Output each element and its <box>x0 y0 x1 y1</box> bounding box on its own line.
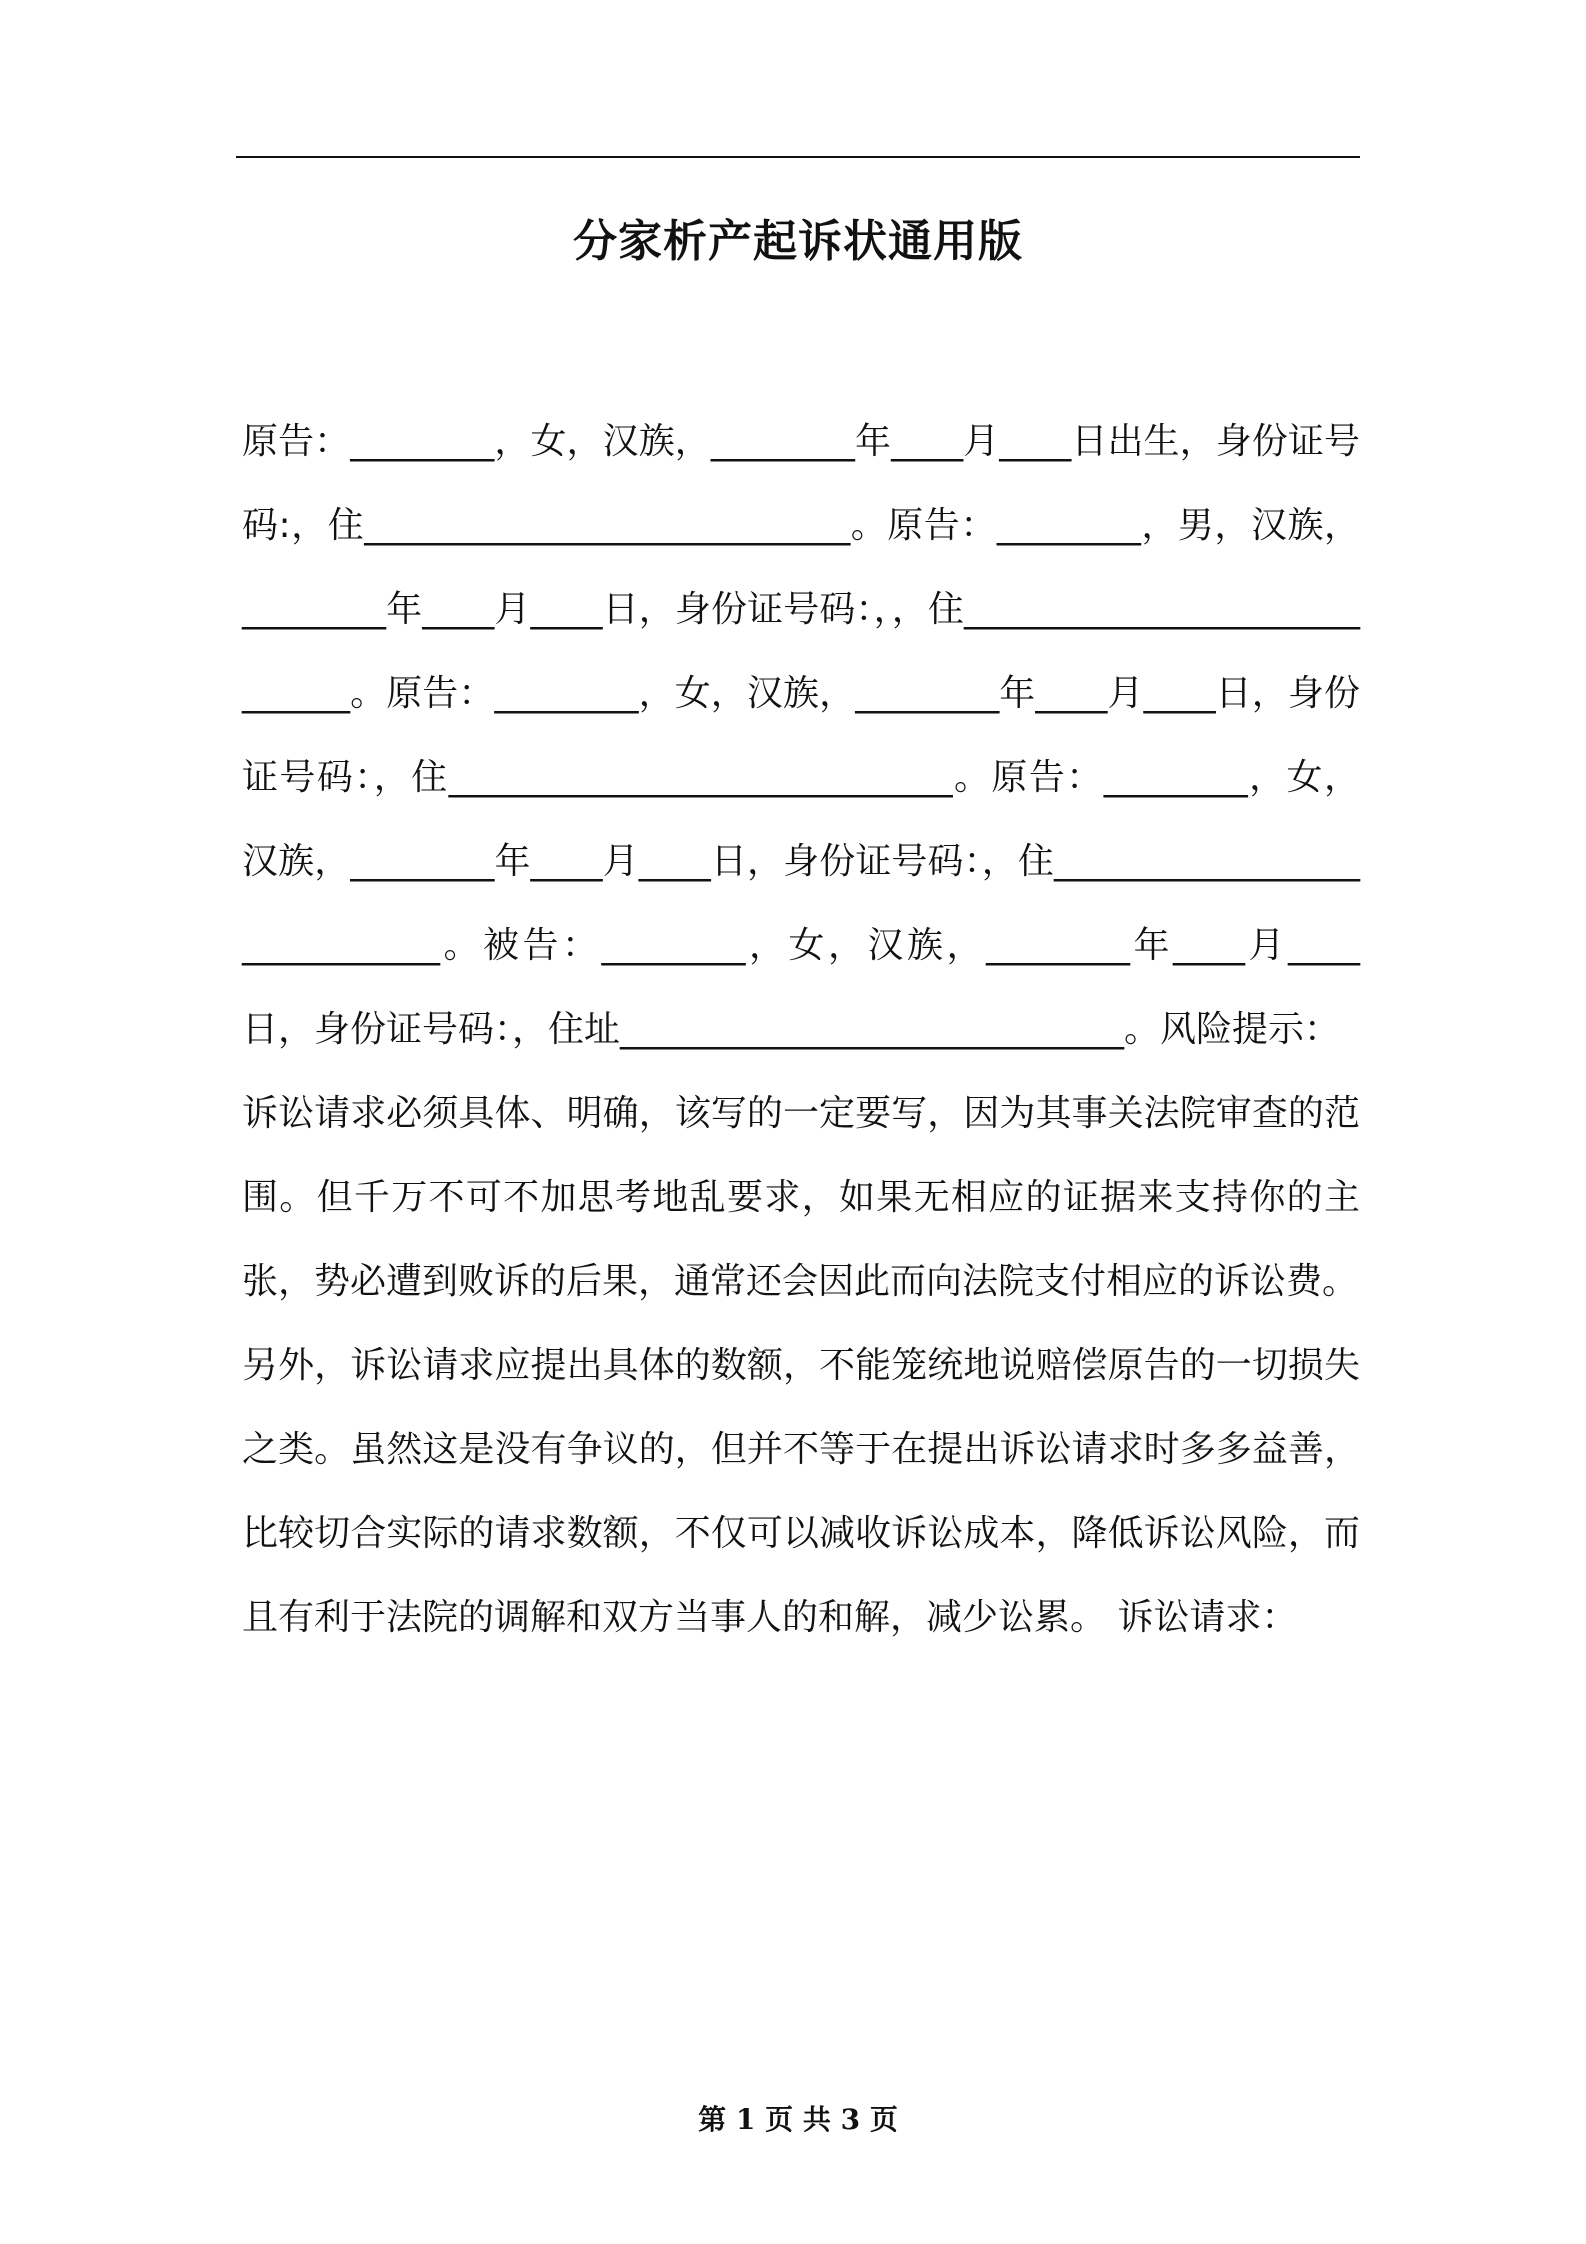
party-information-paragraph: 原告：________，女，汉族，________年____月____日出生，身份证号码:，住___________________________。原告：________，男，汉族，________年____月____日，身份证号码：，，住____________________________。原告：________，女，汉族，________年____月____日，身份证号码：，住____________________________。原告：________，女，汉族，________年____月____日，身份证号码：，住____________________________。被告：________，女，汉族，________年____月____日，身份证号码：，住址____________________________。风险提示： <box>242 421 1360 1050</box>
document-title: 分家析产起诉状通用版 <box>573 216 1023 267</box>
risk-note-paragraph-1: 诉讼请求必须具体、明确，该写的一定要写，因为其事关法院审查的范围。但千万不可不加思考地乱要求，如果无相应的证据来支持你的主张，势必遭到败诉的后果，通常还会因此而向法院支付相应的诉讼费。 <box>242 1093 1360 1302</box>
page-number-footer: 第 1 页 共 3 页 <box>698 2103 898 2136</box>
risk-note-paragraph-2: 另外，诉讼请求应提出具体的数额，不能笼统地说赔偿原告的一切损失之类。虽然这是没有争议的，但并不等于在提出诉讼请求时多多益善，比较切合实际的请求数额，不仅可以减收诉讼成本，降低诉讼风险，而且有利于法院的调解和双方当事人的和解，减少讼累。 诉讼请求： <box>242 1345 1360 1638</box>
header-rule <box>236 156 1360 158</box>
document-body <box>242 400 1360 1660</box>
